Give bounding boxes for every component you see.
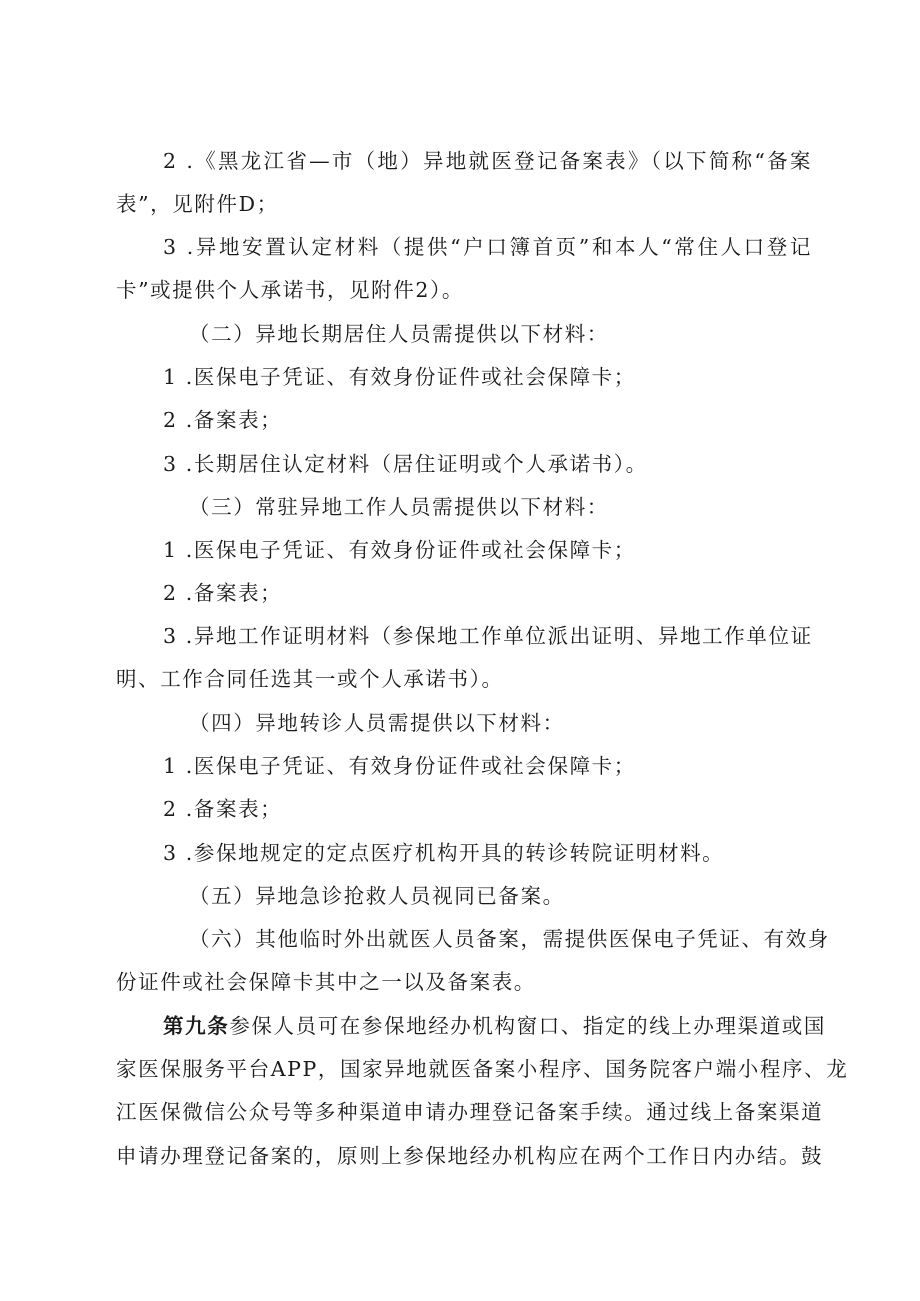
text-line: 1 .医保电子凭证、有效身份证件或社会保障卡； — [163, 754, 636, 778]
text-line: 3 .异地安置认定材料（提供“户口簿首页”和本人“常住人口登记 — [163, 235, 812, 259]
text-line: 2 .备案表； — [163, 408, 283, 432]
text-line: 家医保服务平台APP，国家异地就医备案小程序、国务院客户端小程序、龙 — [116, 1057, 849, 1081]
text-line: 3 .异地工作证明材料（参保地工作单位派出证明、异地工作单位证 — [163, 624, 813, 648]
text-line: 卡”或提供个人承诺书，见附件2）。 — [116, 278, 464, 302]
section-heading: （五）异地急诊抢救人员视同已备案。 — [189, 884, 565, 908]
text-line: 3 .长期居住认定材料（居住证明或个人承诺书）。 — [163, 452, 648, 476]
section-heading: （六）其他临时外出就医人员备案，需提供医保电子凭证、有效身 — [189, 927, 830, 951]
article-line — [163, 1013, 827, 1039]
text-line: 表”，见附件D； — [116, 192, 279, 216]
text-line: 1 .医保电子凭证、有效身份证件或社会保障卡； — [163, 365, 636, 389]
article-text: 参保人员可在参保地经办机构窗口、指定的线上办理渠道或国 — [229, 1014, 827, 1038]
text-line: 2 .备案表； — [163, 797, 283, 821]
text-line: 2 .备案表； — [163, 581, 283, 605]
text-line: 1 .医保电子凭证、有效身份证件或社会保障卡； — [163, 538, 636, 562]
text-line: 3 .参保地规定的定点医疗机构开具的转诊转院证明材料。 — [163, 841, 725, 865]
section-heading: （四）异地转诊人员需提供以下材料： — [189, 711, 565, 735]
article-number: 第九条 — [163, 1014, 230, 1038]
section-heading: （三）常驻异地工作人员需提供以下材料： — [189, 495, 609, 519]
text-line: 江医保微信公众号等多种渠道申请办理登记备案手续。通过线上备案渠道 — [116, 1100, 824, 1124]
text-line: 明、工作合同任选其一或个人承诺书）。 — [116, 667, 504, 691]
section-heading: （二）异地长期居住人员需提供以下材料： — [189, 322, 609, 346]
text-line: 份证件或社会保障卡其中之一以及备案表。 — [116, 970, 536, 994]
text-line: 2 .《黑龙江省—市（地）异地就医登记备案表》（以下简称“备案 — [163, 149, 812, 173]
text-line: 申请办理登记备案的，原则上参保地经办机构应在两个工作日内办结。鼓 — [116, 1144, 824, 1168]
